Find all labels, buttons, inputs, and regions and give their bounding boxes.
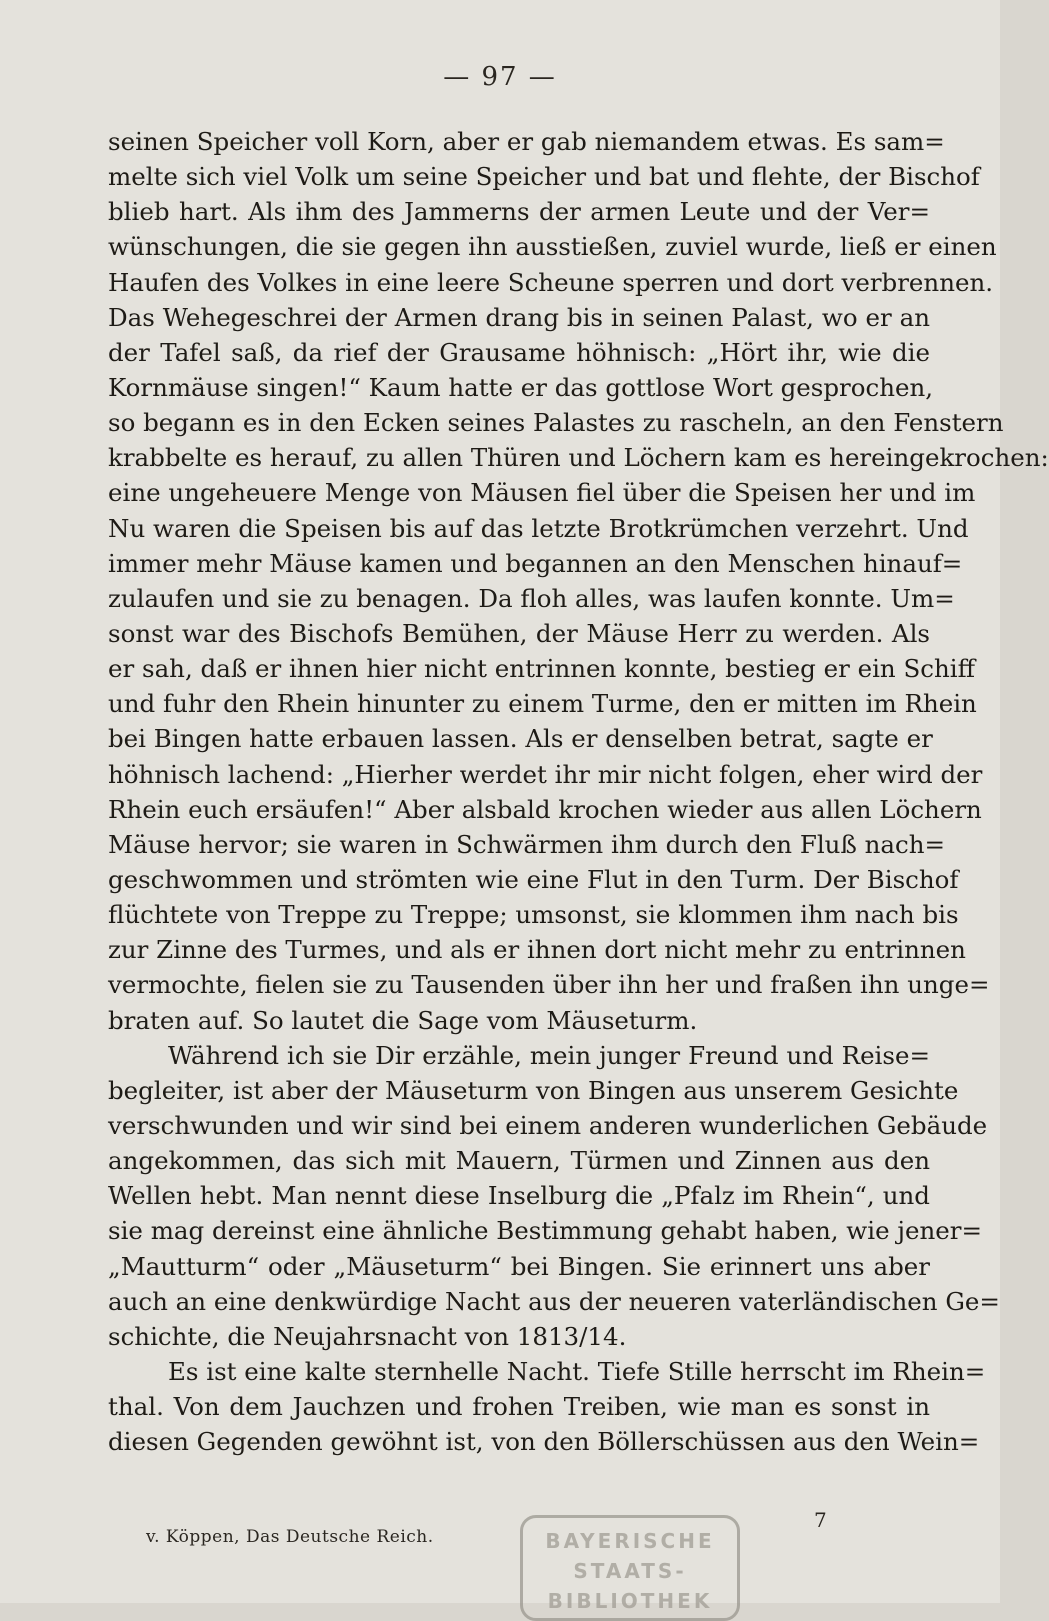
text-line: Haufen des Volkes in eine leere Scheune sperren und dort verbrennen.: [108, 267, 994, 297]
text-line: melte sich viel Volk um seine Speicher und bat und flehte, der Bischof: [108, 162, 980, 192]
text-line: vermochte, fielen sie zu Tausenden über ihn her und fraßen ihn unge=: [108, 970, 990, 1000]
text-line: bei Bingen hatte erbauen lassen. Als er denselben betrat, sagte er: [108, 724, 933, 754]
page-number: — 97 —: [443, 62, 557, 92]
text-line: krabbelte es herauf, zu allen Thüren und Löchern kam es hereingekrochen:: [108, 443, 1049, 473]
text-line: Mäuse hervor; sie waren in Schwärmen ihm durch den Fluß nach=: [108, 829, 946, 859]
text-line: Das Wehegeschrei der Armen drang bis in seinen Palast, wo er an: [108, 302, 930, 332]
text-line: Es ist eine kalte sternhelle Nacht. Tiefe Stille herrscht im Rhein=: [168, 1356, 986, 1386]
stamp-line: BAYERISCHE: [545, 1529, 715, 1553]
body-text: [108, 124, 1049, 1459]
library-stamp: [520, 1515, 740, 1621]
text-line: der Tafel saß, da rief der Grausame höhnisch: „Hört ihr, wie die: [108, 337, 930, 367]
text-line: schichte, die Neujahrsnacht von 1813/14.: [108, 1321, 627, 1351]
text-line: geschwommen und strömten wie eine Flut in den Turm. Der Bischof: [108, 864, 959, 894]
text-line: diesen Gegenden gewöhnt ist, von den Böllerschüssen aus den Wein=: [108, 1427, 980, 1457]
text-line: thal. Von dem Jauchzen und frohen Treiben, wie man es sonst in: [108, 1392, 930, 1422]
text-line: braten auf. So lautet die Sage vom Mäuseturm.: [108, 1005, 698, 1035]
text-line: seinen Speicher voll Korn, aber er gab niemandem etwas. Es sam=: [108, 127, 945, 156]
text-line: „Mautturm“ oder „Mäuseturm“ bei Bingen. Sie erinnert uns aber: [108, 1251, 930, 1281]
text-line: höhnisch lachend: „Hierher werdet ihr mir nicht folgen, eher wird der: [108, 759, 983, 789]
text-line: sonst war des Bischofs Bemühen, der Mäuse Herr zu werden. Als: [108, 618, 930, 648]
footer-signature: v. Köppen, Das Deutsche Reich.: [146, 1527, 434, 1547]
text-line: zulaufen und sie zu benagen. Da floh alles, was laufen konnte. Um=: [108, 583, 955, 613]
signature-mark: 7: [814, 1508, 827, 1532]
text-line: eine ungeheuere Menge von Mäusen fiel über die Speisen her und im: [108, 478, 976, 508]
text-line: sie mag dereinst eine ähnliche Bestimmung gehabt haben, wie jener=: [108, 1216, 983, 1246]
text-line: verschwunden und wir sind bei einem anderen wunderlichen Gebäude: [108, 1110, 988, 1140]
text-line: flüchtete von Treppe zu Treppe; umsonst, sie klommen ihm nach bis: [108, 900, 959, 930]
text-line: begleiter, ist aber der Mäuseturm von Bingen aus unserem Gesichte: [108, 1075, 959, 1105]
text-line: Wellen hebt. Man nennt diese Inselburg die „Pfalz im Rhein“, und: [108, 1181, 930, 1211]
text-line: auch an eine denkwürdige Nacht aus der neueren vaterländischen Ge=: [108, 1286, 1000, 1316]
text-line: blieb hart. Als ihm des Jammerns der armen Leute und der Ver=: [108, 197, 930, 227]
text-line: angekommen, das sich mit Mauern, Türmen und Zinnen aus den: [108, 1146, 930, 1176]
text-line: wünschungen, die sie gegen ihn ausstießen, zuviel wurde, ließ er einen: [108, 232, 997, 262]
text-line: Kornmäuse singen!“ Kaum hatte er das gottlose Wort gesprochen,: [108, 372, 934, 402]
stamp-line: STAATS-: [573, 1559, 687, 1583]
text-line: Nu waren die Speisen bis auf das letzte Brotkrümchen verzehrt. Und: [108, 513, 969, 543]
text-line: Während ich sie Dir erzähle, mein junger Freund und Reise=: [168, 1040, 930, 1070]
text-line: Rhein euch ersäufen!“ Aber alsbald krochen wieder aus allen Löchern: [108, 794, 982, 824]
stamp-line: BIBLIOTHEK: [547, 1589, 713, 1613]
text-line: zur Zinne des Turmes, und als er ihnen dort nicht mehr zu entrinnen: [108, 935, 966, 965]
text-line: so begann es in den Ecken seines Palastes zu rascheln, an den Fenstern: [108, 408, 1004, 438]
text-line: und fuhr den Rhein hinunter zu einem Turme, den er mitten im Rhein: [108, 689, 977, 719]
text-line: er sah, daß er ihnen hier nicht entrinnen konnte, bestieg er ein Schiff: [108, 654, 975, 684]
text-line: immer mehr Mäuse kamen und begannen an den Menschen hinauf=: [108, 548, 963, 578]
